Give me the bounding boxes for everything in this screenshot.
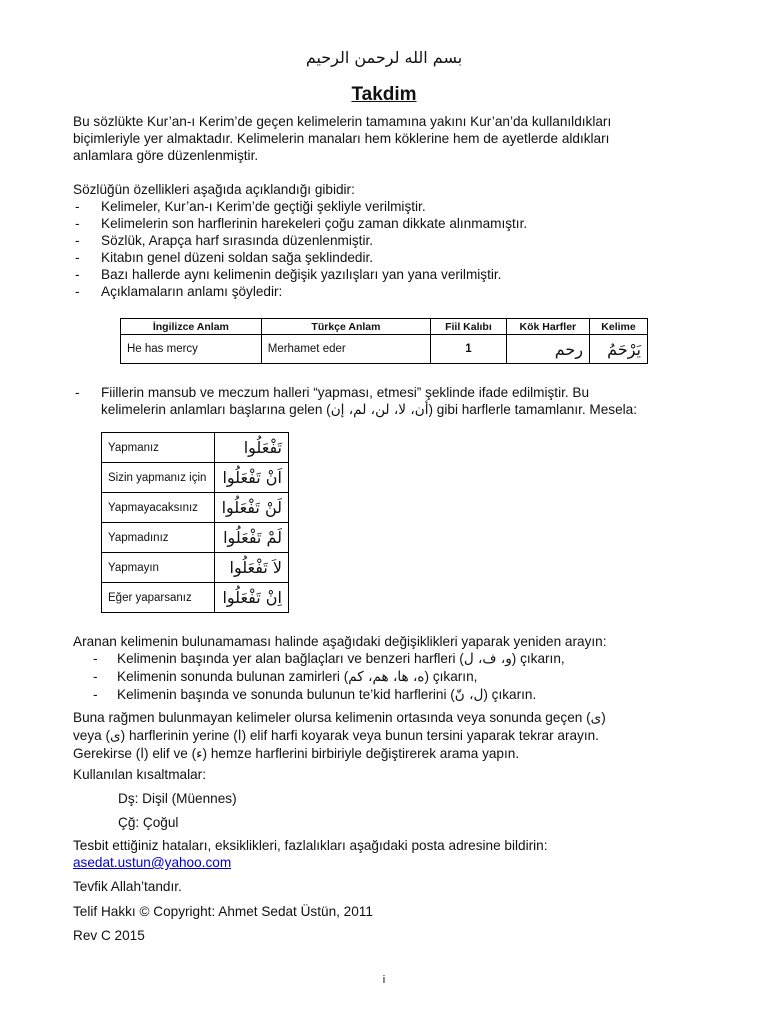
still-arabic: ا bbox=[237, 728, 242, 744]
still-text: Buna rağmen bulunmayan kelimeler olursa kelimenin ortasında veya sonunda geçen ( bbox=[73, 710, 591, 725]
feature-item: - Sözlük, Arapça harf sırasında düzenlenmiştir. bbox=[75, 233, 374, 248]
example-row bbox=[102, 433, 289, 463]
example-tr: Yapmadınız bbox=[102, 523, 215, 553]
search-item: - Kelimenin başında ve sonunda bulunun te’kid harflerini (ل، نّ) çıkarın. bbox=[93, 687, 537, 703]
verbs-note-text: ) gibi harflerle tamamlanır. Mesela: bbox=[428, 402, 638, 417]
legend-table bbox=[120, 318, 648, 364]
search-item-text: Kelimenin başında yer alan bağlaçları ve benzeri harfleri ( bbox=[117, 651, 464, 666]
example-row bbox=[102, 583, 289, 613]
feature-text: Kitabın genel düzeni soldan sağa şeklindedir. bbox=[101, 250, 374, 265]
search-item-arabic: و، ف، ل bbox=[463, 651, 512, 667]
still-line bbox=[73, 709, 703, 727]
example-tr: Eğer yaparsanız bbox=[102, 583, 215, 613]
example-ar: تَفْعَلُوا bbox=[214, 433, 288, 463]
example-tr: Yapmayacaksınız bbox=[102, 493, 215, 523]
header-verb-form: Fiil Kalıbı bbox=[431, 319, 507, 335]
still-arabic: ا bbox=[140, 746, 145, 762]
header-turkish: Türkçe Anlam bbox=[261, 319, 430, 335]
search-item: - Kelimenin başında yer alan bağlaçları ve benzeri harfleri (و، ف، ل) çıkarın, bbox=[93, 651, 565, 667]
example-row bbox=[102, 463, 289, 493]
feature-text: Bazı hallerde aynı kelimenin değişik yazılışları yan yana verilmiştir. bbox=[101, 267, 502, 282]
intro-paragraph bbox=[73, 113, 703, 164]
feature-text: Kelimeler, Kur’an-ı Kerim’de geçtiği şekliyle verilmiştir. bbox=[101, 199, 426, 214]
search-item-text: ) çıkarın. bbox=[483, 687, 537, 702]
example-ar: لَنْ تَفْعَلُوا bbox=[214, 493, 288, 523]
revision-text: Rev C 2015 bbox=[73, 928, 145, 943]
feature-item: - Kelimelerin son harflerinin harekeleri çoğu zaman dikkate alınmamıştır. bbox=[75, 216, 528, 231]
feature-text: Açıklamaların anlamı şöyledir: bbox=[101, 284, 283, 299]
header-english: İngilizce Anlam bbox=[121, 319, 262, 335]
intro-line: anlamlara göre düzenlenmiştir. bbox=[73, 148, 259, 163]
example-ar: لاَ تَفْعَلُوا bbox=[214, 553, 288, 583]
copyright-text: Telif Hakkı © Copyright: Ahmet Sedat Üstün, 2011 bbox=[73, 904, 373, 919]
basmala: بسم الله لرحمن الرحيم bbox=[305, 48, 463, 67]
still-arabic: ء bbox=[196, 746, 203, 762]
search-item-arabic: ه، ها، هم، كم bbox=[348, 669, 425, 685]
search-item-text: Kelimenin sonunda bulunan zamirleri ( bbox=[117, 669, 349, 684]
still-line bbox=[73, 727, 703, 745]
search-heading: Aranan kelimenin bulunamaması halinde aşağıdaki değişiklikleri yaparak yeniden arayın: bbox=[73, 634, 607, 649]
verbs-note-arabic: أن، لا، لن، لم، إن bbox=[330, 402, 429, 418]
example-word: يَرْحَمُ bbox=[589, 335, 647, 364]
search-section bbox=[73, 633, 703, 704]
search-item-arabic: ل، نّ bbox=[454, 687, 484, 703]
feature-item: - Açıklamaların anlamı şöyledir: bbox=[75, 284, 283, 299]
still-text: ) elif ve ( bbox=[144, 746, 197, 761]
verbs-note-text: kelimelerin anlamları başlarına gelen ( bbox=[101, 402, 331, 417]
feature-text: Sözlük, Arapça harf sırasında düzenlenmiştir. bbox=[101, 233, 374, 248]
features-heading: Sözlüğün özellikleri aşağıda açıklandığı gibidir: bbox=[73, 182, 355, 197]
report-text: Tesbit ettiğiniz hataları, eksiklikleri, fazlalıkları aşağıdaki posta adresine bildirin: bbox=[73, 838, 548, 853]
still-text: veya ( bbox=[73, 728, 111, 743]
example-row bbox=[102, 553, 289, 583]
header-word: Kelime bbox=[589, 319, 647, 335]
still-text: Gerekirse ( bbox=[73, 746, 141, 761]
example-english: He has mercy bbox=[121, 335, 262, 364]
example-ar: اَنْ تَفْعَلُوا bbox=[214, 463, 288, 493]
still-text: ) harflerinin yerine ( bbox=[120, 728, 238, 743]
verbs-note-text: Fiillerin mansub ve meczum halleri “yapması, etmesi” şeklinde ifade edilmiştir. Bu bbox=[101, 385, 590, 400]
abbr-heading: Kullanılan kısaltmalar: bbox=[73, 767, 206, 782]
example-tr: Yapmanız bbox=[102, 433, 215, 463]
still-arabic: ى bbox=[590, 710, 602, 726]
tevfik-text: Tevfik Allah’tandır. bbox=[73, 879, 182, 894]
header-root: Kök Harfler bbox=[506, 319, 589, 335]
search-item-text: ) çıkarın, bbox=[424, 669, 478, 684]
search-item: - Kelimenin sonunda bulunan zamirleri (ه، ها، هم، كم) çıkarın, bbox=[93, 669, 478, 685]
email-link[interactable]: asedat.ustun@yahoo.com bbox=[73, 855, 232, 870]
still-paragraph bbox=[73, 709, 703, 763]
example-ar: اِنْ تَفْعَلُوا bbox=[214, 583, 288, 613]
still-text: ) elif harfi koyarak veya bunun tersini yaparak tekrar arayın. bbox=[241, 728, 599, 743]
verbs-note-line: - Fiillerin mansub ve meczum halleri “yapması, etmesi” şeklinde ifade edilmiştir. Bu bbox=[75, 385, 590, 400]
example-verb-form: 1 bbox=[431, 335, 507, 364]
example-ar: لَمْ تَفْعَلُوا bbox=[214, 523, 288, 553]
example-tr: Yapmayın bbox=[102, 553, 215, 583]
example-root: رحم bbox=[506, 335, 589, 364]
verbs-note bbox=[73, 384, 703, 419]
still-text: ) bbox=[601, 710, 606, 725]
still-text: ) hemze harflerini birbiriyle değiştirerek arama yapın. bbox=[202, 746, 520, 761]
example-turkish: Merhamet eder bbox=[261, 335, 430, 364]
feature-text: Kelimelerin son harflerinin harekeleri çoğu zaman dikkate alınmamıştır. bbox=[101, 216, 528, 231]
abbr-item: Dş: Dişil (Müennes) bbox=[118, 791, 237, 806]
example-tr: Sizin yapmanız için bbox=[102, 463, 215, 493]
page-number: i bbox=[382, 974, 386, 986]
legend-header-row bbox=[121, 319, 648, 335]
search-item-text: ) çıkarın, bbox=[511, 651, 565, 666]
search-item-text: Kelimenin başında ve sonunda bulunun te’kid harflerini ( bbox=[117, 687, 455, 702]
legend-example-row bbox=[121, 335, 648, 364]
example-row bbox=[102, 493, 289, 523]
examples-table bbox=[101, 432, 289, 613]
feature-item: - Kitabın genel düzeni soldan sağa şeklindedir. bbox=[75, 250, 374, 265]
email-row bbox=[73, 854, 703, 871]
still-line bbox=[73, 745, 703, 763]
intro-line: biçimleriyle yer almaktadır. Kelimelerin manaları hem köklerine hem de ayetlerde aldıkları bbox=[73, 131, 610, 146]
feature-item: - Bazı hallerde aynı kelimenin değişik yazılışları yan yana verilmiştir. bbox=[75, 267, 502, 282]
verbs-note-line bbox=[73, 401, 703, 419]
feature-item: - Kelimeler, Kur’an-ı Kerim’de geçtiği şekliyle verilmiştir. bbox=[75, 199, 426, 214]
abbr-item: Çğ: Çoğul bbox=[118, 815, 179, 830]
example-row bbox=[102, 523, 289, 553]
features-section bbox=[73, 181, 703, 300]
page-title: Takdim bbox=[351, 84, 417, 105]
intro-line: Bu sözlükte Kur’an-ı Kerim’de geçen kelimelerin tamamına yakını Kur’an’da kullanıldıkları bbox=[73, 114, 612, 129]
still-arabic: ى bbox=[110, 728, 121, 744]
